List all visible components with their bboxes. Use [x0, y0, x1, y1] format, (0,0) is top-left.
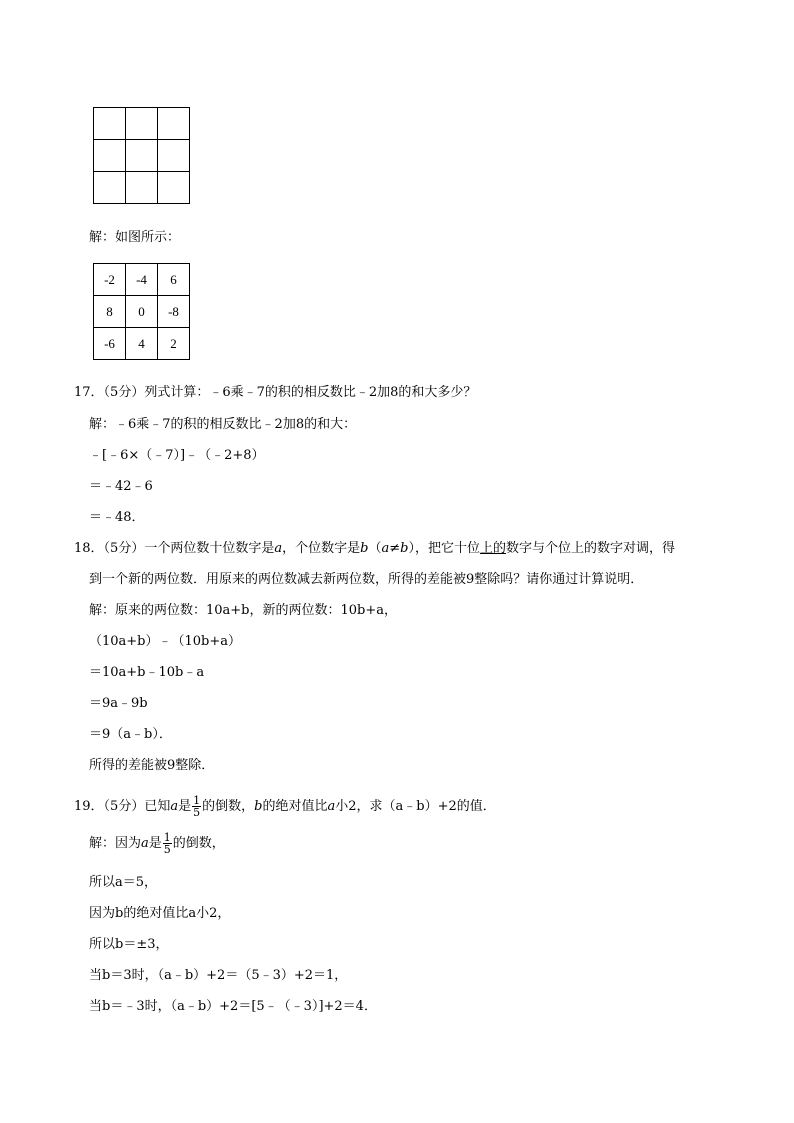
q19-text: 的绝对值比 — [262, 799, 328, 814]
q17-solution-line: ＝﹣42﹣6 — [89, 479, 153, 494]
fraction-numerator: 1 — [193, 794, 201, 807]
grid-cell: 4 — [126, 328, 158, 360]
fraction-one-fifth — [192, 795, 201, 818]
q17-text: 列式计算：﹣6乘﹣7的积的相反数比﹣2加8的和大多少？ — [144, 385, 477, 400]
var-a: a — [274, 541, 283, 556]
q19-text: 小2，求（a﹣b）+2的值． — [335, 799, 496, 814]
grid-cell: -8 — [158, 296, 190, 328]
q17-solution-line: 解：﹣6乘﹣7的积的相反数比﹣2加8的和大： — [89, 417, 357, 432]
fraction-one-fifth — [163, 832, 172, 855]
empty-cell — [94, 172, 126, 204]
q19-solution-line: 因为b的绝对值比a小2， — [89, 906, 231, 921]
empty-cell — [126, 108, 158, 140]
q18-question-line2: 到一个新的两位数．用原来的两位数减去新两位数，所得的差能被9整除吗？请你通过计算说明． — [89, 572, 644, 587]
empty-cell — [158, 108, 190, 140]
grid-cell: -4 — [126, 264, 158, 296]
q17-solution-line: ＝﹣48． — [89, 510, 145, 525]
q18-question-line1 — [74, 541, 675, 557]
q18-score: （5分） — [103, 541, 145, 556]
empty-cell — [158, 140, 190, 172]
q18-text: 数字与个位上的数字对调，得 — [505, 541, 675, 556]
q19-text: 的倒数， — [172, 836, 225, 851]
empty-cell — [158, 172, 190, 204]
q18-solution-line: 解：原来的两位数：10a+b，新的两位数：10b+a， — [89, 603, 398, 618]
condition: a≠b — [381, 541, 409, 556]
var-a: a — [141, 836, 149, 851]
q18-solution-line: ＝10a+b﹣10b﹣a — [89, 665, 205, 680]
q17-score: （5分） — [103, 385, 145, 400]
answer-grid — [93, 263, 190, 360]
fraction-denominator: 5 — [163, 843, 171, 856]
q18-underlined: 上的 — [479, 541, 506, 556]
empty-cell — [126, 140, 158, 172]
var-b: b — [254, 799, 263, 814]
q19-solution-line — [89, 831, 225, 857]
q19-text: 是 — [178, 799, 192, 814]
q19-solution-line: 当b＝3时，（a﹣b）+2＝（5﹣3）+2＝1， — [89, 968, 348, 983]
grid-cell: 8 — [94, 296, 126, 328]
empty-cell — [126, 172, 158, 204]
q19-question — [74, 794, 496, 820]
empty-cell — [94, 108, 126, 140]
q18-text: ，个位数字是 — [282, 541, 361, 556]
q18-solution-line: ＝9a﹣9b — [89, 696, 148, 711]
empty-grid — [93, 107, 190, 204]
var-a: a — [170, 799, 179, 814]
grid-cell: -2 — [94, 264, 126, 296]
fraction-numerator: 1 — [163, 831, 171, 844]
q19-text: 是 — [148, 836, 162, 851]
q18-number: 18． — [74, 541, 104, 556]
q19-solution-line: 当b＝﹣3时，（a﹣b）+2＝[5﹣（﹣3）]+2＝4． — [89, 999, 377, 1014]
q17-number: 17． — [74, 385, 104, 400]
q19-text: 的倒数， — [202, 799, 255, 814]
q19-solution-line: 所以a＝5， — [89, 875, 158, 890]
q17-solution-line: ﹣[﹣6×（﹣7）]﹣（﹣2+8） — [89, 448, 265, 463]
empty-cell — [94, 140, 126, 172]
var-b: b — [360, 541, 369, 556]
q19-solution-line: 所以b＝±3， — [89, 937, 169, 952]
q19-score: （5分） — [103, 799, 145, 814]
q17-question — [74, 385, 476, 401]
q18-text: ），把它十位 — [408, 541, 480, 556]
q18-text: 一个两位数十位数字是 — [144, 541, 275, 556]
q18-solution-line: ＝9（a﹣b）． — [89, 727, 172, 742]
q16-answer-intro: 解：如图所示： — [89, 230, 181, 245]
q19-number: 19． — [74, 799, 104, 814]
q19-text: 已知 — [144, 799, 171, 814]
q18-solution-line: （10a+b）﹣（10b+a） — [89, 634, 242, 649]
q19-text: 解：因为 — [89, 836, 142, 851]
q18-text: （ — [368, 541, 382, 556]
fraction-denominator: 5 — [193, 806, 201, 819]
grid-cell: 0 — [126, 296, 158, 328]
grid-cell: 2 — [158, 328, 190, 360]
var-a: a — [327, 799, 336, 814]
grid-cell: 6 — [158, 264, 190, 296]
grid-cell: -6 — [94, 328, 126, 360]
q18-solution-line: 所得的差能被9整除． — [89, 758, 215, 773]
